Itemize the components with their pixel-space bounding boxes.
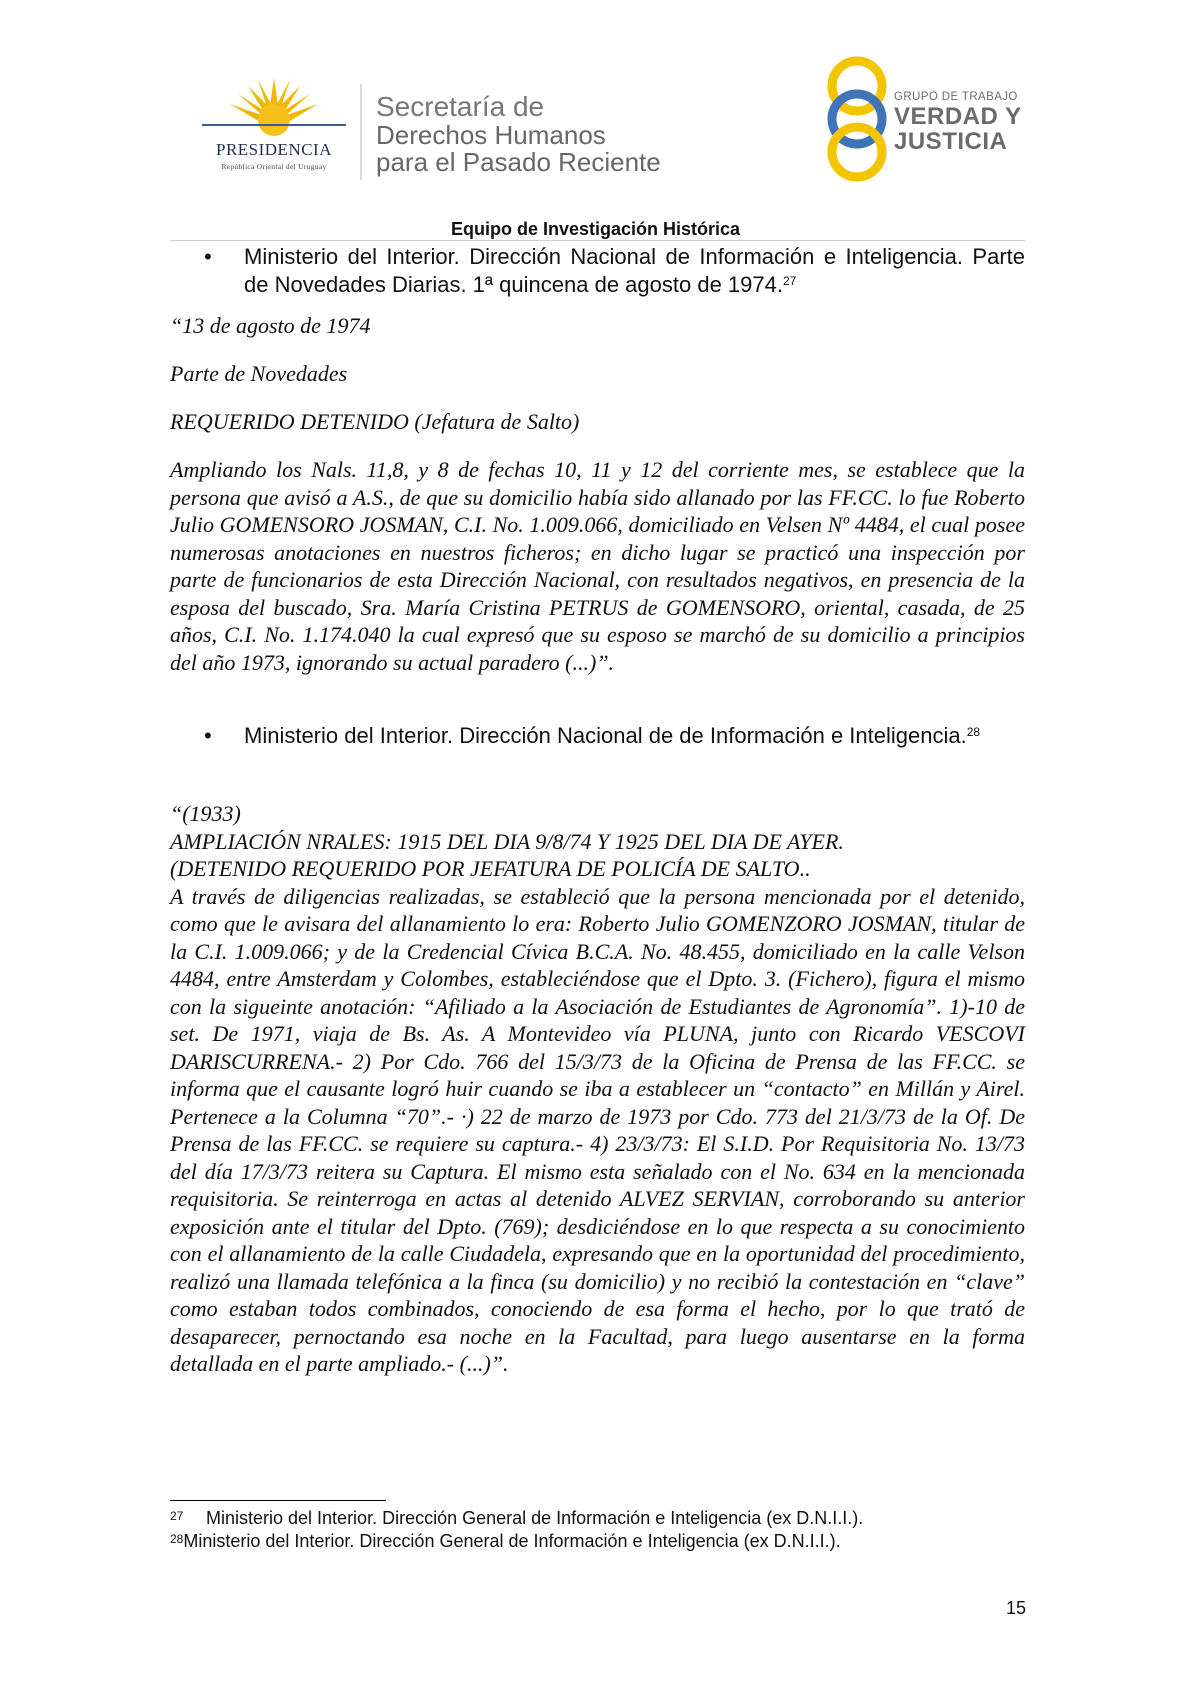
verdad-justicia-logo [822, 56, 1042, 182]
quote-2-line-2: AMPLIACIÓN NRALES: 1915 DEL DIA 9/8/74 Y 1925 DEL DIA DE AYER. [170, 828, 844, 854]
gtvj-big-text-1: VERDAD Y [894, 103, 1022, 130]
bullet-item-1 [170, 243, 1025, 299]
header-rule [170, 240, 1025, 241]
gtvj-small-text: GRUPO DE TRABAJO [894, 91, 1018, 103]
footnote-28 [170, 1530, 1025, 1553]
secretaria-logo-text [376, 92, 661, 176]
footnote-text: Ministerio del Interior. Dirección General de Información e Inteligencia (ex D.N.I.I.). [183, 1531, 841, 1551]
bullet-dot: • [204, 244, 212, 269]
footnote-number: 27 [170, 1509, 184, 1523]
quote-1-title: Parte de Novedades [170, 361, 348, 386]
bullet-item-2 [170, 722, 1025, 750]
quote-2-paragraph: A través de diligencias realizadas, se estableció que la persona mencionada por el detenido, como que le avisara del allanamiento lo era: Roberto Julio GOMENZORO JOSMAN, titular de la C.I. 1.009.066; y de la Credencial Cívica B.C.A. No. 48.455, domiciliado en la calle Velson 4484, entre Amsterdam y Colombes, estableciéndose que el Dpto. 3. (Fichero), figura el mismo con la sigueinte anotación: “Afiliado a la Asociación de Estudiantes de Agronomía”. 1)-10 de set. De 1971, viaja de Bs. As. A Montevideo vía PLUNA, junto con Ricardo VESCOVI DARISCURRENA.- 2) Por Cdo. 766 del 15/3/73 de la Oficina de Prensa de las FF.CC. se informa que el causante logró huir cuando se iba a establecer un “contacto” en Millán y Airel. Pertenece a la Columna “70”.- ·) 22 de marzo de 1973 por Cdo. 773 del 21/3/73 de la Of. De Prensa de las FF.CC. se requiere su captura.- 4) 23/3/73: El S.I.D. Por Requisitoria No. 13/73 del día 17/3/73 reitera su Captura. El mismo esta señalado con el No. 634 en la mencionada requisitoria. Se reinterroga en actas al detenido ALVEZ SERVIAN, corroborando su anterior exposición ante el titular del Dpto. (769); desdiciéndose en lo que respecta a su conocimiento con el allanamiento de la calle Ciudadela, expresando que en la oportunidad del procedimiento, realizó una llamada telefónica a la finca (su domicilio) y no recibió la contestación en “clave” como estaban todos combinados, conociendo de esa forma el hecho, por lo que trató de desaparecer, pernoctando esa noche en la Facultad, para luego ausentarse en la forma detallada en el parte ampliado.- (...)”. [170, 883, 1025, 1376]
footnote-ref-28[interactable]: 28 [966, 725, 981, 739]
bullet-2-text: Ministerio del Interior. Dirección Nacional de de Información e Inteligencia. [244, 723, 967, 748]
secretaria-line-1: Secretaría de [376, 91, 545, 122]
presidencia-subtitle: República Oriental del Uruguay [221, 162, 327, 171]
secretaria-line-3: para el Pasado Reciente [376, 147, 661, 177]
footnote-number: 28 [170, 1532, 184, 1546]
quote-2-line-1: “(1933) [170, 801, 241, 826]
footnote-text: Ministerio del Interior. Dirección General de Información e Inteligencia (ex D.N.I.I.). [206, 1508, 864, 1528]
page-number: 15 [1006, 1598, 1027, 1618]
quote-1-date: “13 de agosto de 1974 [170, 313, 371, 338]
quote-2-line-3: (DETENIDO REQUERIDO POR JEFATURA DE POLICÍA DE SALTO.. [170, 856, 811, 881]
quote-1-heading: REQUERIDO DETENIDO (Jefatura de Salto) [170, 409, 580, 434]
footnote-rule [170, 1500, 386, 1501]
uruguay-sun-icon [196, 76, 352, 140]
quote-1-paragraph: Ampliando los Nals. 11,8, y 8 de fechas 10, 11 y 12 del corriente mes, se establece que la persona que avisó a A.S., de que su domicilio había sido allanado por las FF.CC. lo fue Roberto Julio GOMENSORO JOSMAN, C.I. No. 1.009.066, domiciliado en Velsen Nº 4484, el cual posee numerosas anotaciones en nuestros ficheros; en dicho lugar se practicó una inspección por parte de funcionarios de esta Dirección Nacional, con resultados negativos, en presencia de la esposa del buscado, Sra. María Cristina PETRUS de GOMENSORO, oriental, casada, de 25 años, C.I. No. 1.174.040 la cual expresó que su esposo se marchó de su domicilio a principios del año 1973, ignorando su actual paradero (...)”. [170, 457, 1025, 675]
footnote-27 [170, 1507, 1025, 1530]
interlocked-rings-icon [822, 56, 892, 182]
footnote-ref-27[interactable]: 27 [782, 274, 797, 288]
gtvj-big-text-2: JUSTICIA [894, 128, 1008, 155]
bullet-1-text: Ministerio del Interior. Dirección Nacional de Información e Inteligencia. Parte de Novedades Diarias. 1ª quincena de agosto de 1974. [244, 244, 1025, 297]
presidencia-name: PRESIDENCIA [215, 140, 332, 159]
bullet-dot: • [204, 723, 212, 748]
logo-divider [360, 84, 362, 180]
secretaria-line-2: Derechos Humanos [376, 120, 606, 150]
team-heading: Equipo de Investigación Histórica [450, 219, 741, 239]
presidencia-logo [196, 76, 352, 176]
